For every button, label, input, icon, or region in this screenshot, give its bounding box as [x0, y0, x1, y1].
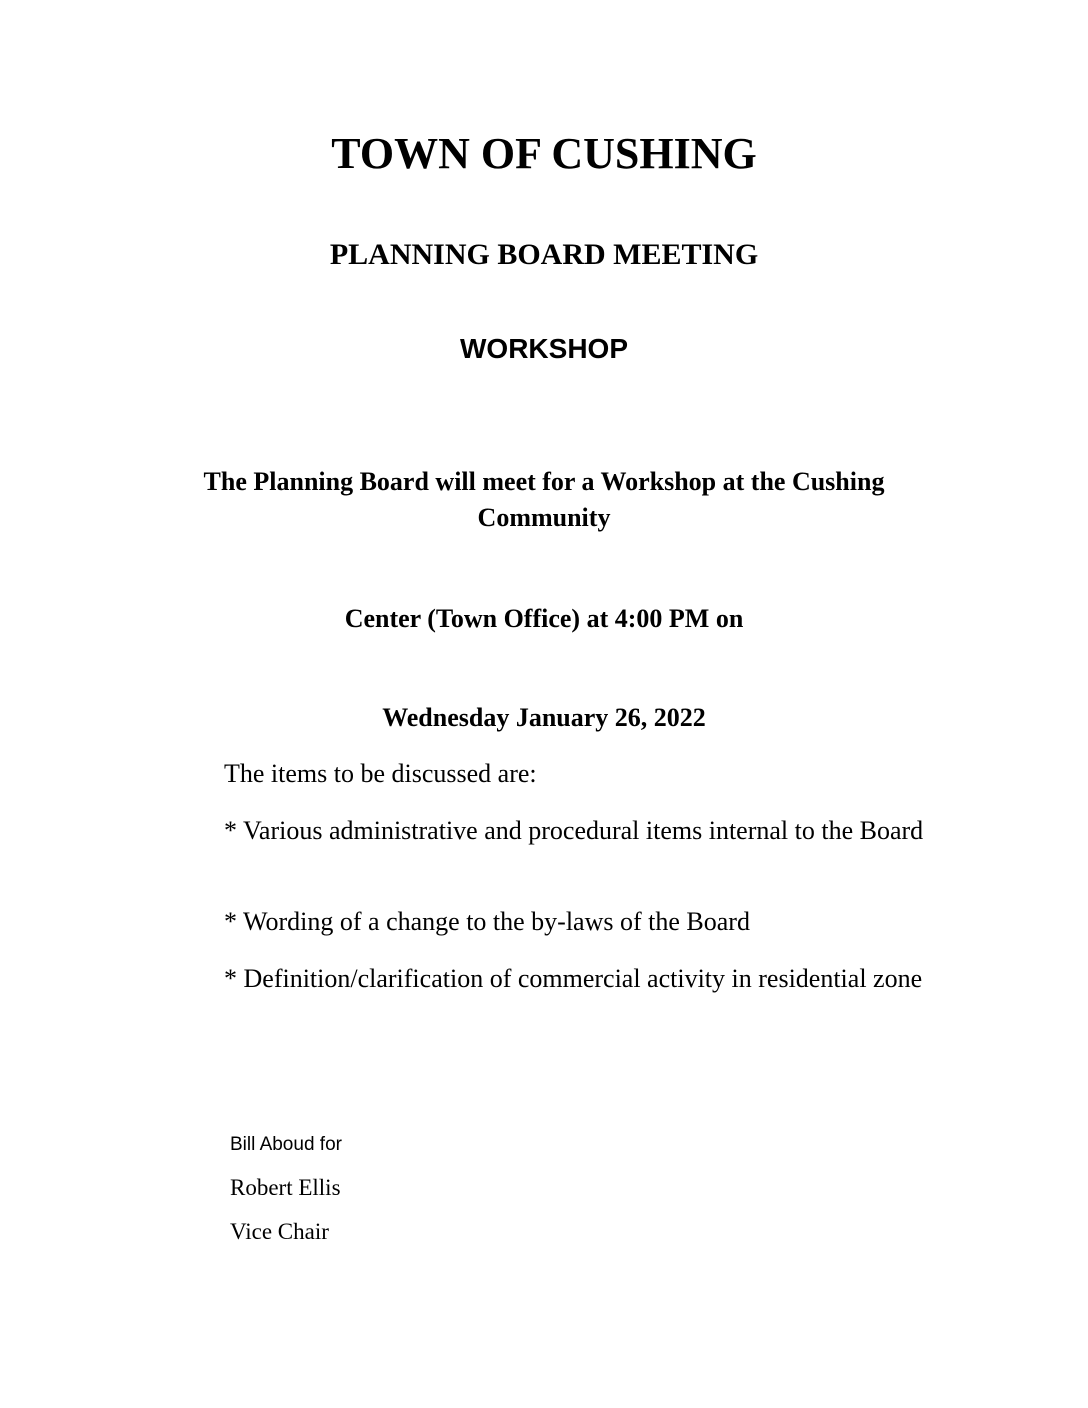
- meeting-date: Wednesday January 26, 2022: [382, 703, 706, 732]
- agenda-item: * Wording of a change to the by-laws of the Board: [224, 907, 750, 936]
- meeting-heading: PLANNING BOARD MEETING: [329, 238, 759, 271]
- meeting-intro: The Planning Board will meet for a Workshop at the Cushing Community: [203, 467, 885, 532]
- document-title: TOWN OF CUSHING: [331, 129, 757, 178]
- agenda-item: * Various administrative and procedural items internal to the Board: [224, 816, 924, 845]
- workshop-heading: WORKSHOP: [460, 333, 628, 364]
- signature-line: Bill Aboud for: [230, 1134, 342, 1155]
- meeting-location-time: Center (Town Office) at 4:00 PM on: [344, 604, 744, 633]
- signature-title: Vice Chair: [230, 1219, 329, 1244]
- items-intro: The items to be discussed are:: [224, 759, 537, 788]
- agenda-item: * Definition/clarification of commercial activity in residential zone: [224, 964, 923, 993]
- signature-name: Robert Ellis: [230, 1175, 341, 1200]
